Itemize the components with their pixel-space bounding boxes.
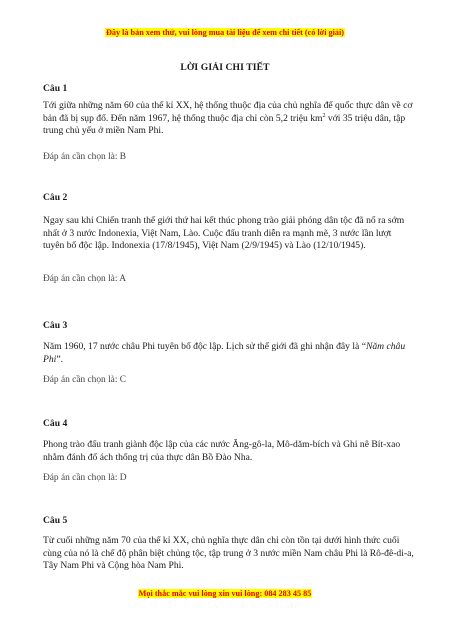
question-1-answer: Đáp án cần chọn là: B (43, 152, 127, 162)
question-1-explanation (43, 100, 415, 138)
question-1-text-b: với 35 triệu dân, tập trung chủ yếu ở miền Nam Phi. (43, 112, 406, 137)
question-3-emphasis: Năm châu Phi (43, 341, 406, 365)
question-1-superscript: 2 (322, 112, 326, 119)
question-2-explanation: Ngay sau khi Chiến tranh thế giới thứ hai kết thúc phong trào giải phóng dân tộc đã nổ ra sớm nhất ở 3 nước Indonexia, Việt Nam, Lào. Cuộc đấu tranh diễn ra mạnh mẽ, 3 nước lần lượt tuyên bố độc lập. Indonexia (17/8/1945), Việt Nam (2/9/1945) và Lào (12/10/1945). (43, 215, 405, 252)
preview-notice-text: Đây là bản xem thử, vui lòng mua tài liệu để xem chi tiết (có lời giải) (105, 28, 344, 37)
contact-banner (0, 589, 450, 599)
question-2-title: Câu 2 (43, 192, 68, 203)
page-title: LỜI GIẢI CHI TIẾT (180, 62, 270, 73)
question-3-explanation (43, 341, 415, 366)
question-3-title: Câu 3 (43, 320, 68, 331)
question-2-answer: Đáp án cần chọn là: A (43, 274, 127, 284)
question-3-answer: Đáp án cần chọn là: C (43, 375, 127, 385)
question-4-answer: Đáp án cần chọn là: D (43, 473, 127, 483)
question-4-title: Câu 4 (43, 418, 68, 429)
contact-text: Mọi thắc mắc vui lòng xin vui lòng: 084 283 45 85 (138, 589, 312, 598)
preview-notice-banner (0, 28, 450, 38)
question-4-explanation: Phong trào đấu tranh giành độc lập của các nước Ăng-gô-la, Mô-dăm-bích và Ghi nê Bít-xao nhằm đánh đổ ách thống trị của thực dân Bồ Đào Nha. (43, 439, 401, 463)
question-1-title: Câu 1 (43, 83, 68, 94)
question-3-text-a: Năm 1960, 17 nước châu Phi tuyên bố độc lập. Lịch sử thế giới đã ghi nhận đây là “ (43, 341, 366, 352)
question-3-text-b: ”. (56, 353, 63, 365)
question-5-title: Câu 5 (43, 515, 68, 526)
question-1-text-a: Tới giữa những năm 60 của thế kỉ XX, hệ thống thuộc địa của chủ nghĩa đế quốc thực dân về cơ bản đã bị sụp đổ. Đến năm 1967, hệ thống thuộc địa chỉ còn 5,2 triệu km (43, 100, 413, 124)
question-5-explanation: Từ cuối những năm 70 của thế kỉ XX, chủ nghĩa thực dân chỉ còn tồn tại dưới hình thức cuối cùng của nó là chế độ phân biệt chủng tộc, tập trung ở 3 nước miền Nam châu Phi là Rô-đê-di-a, Tây Nam Phi và Cộng hòa Nam Phi. (43, 535, 414, 572)
